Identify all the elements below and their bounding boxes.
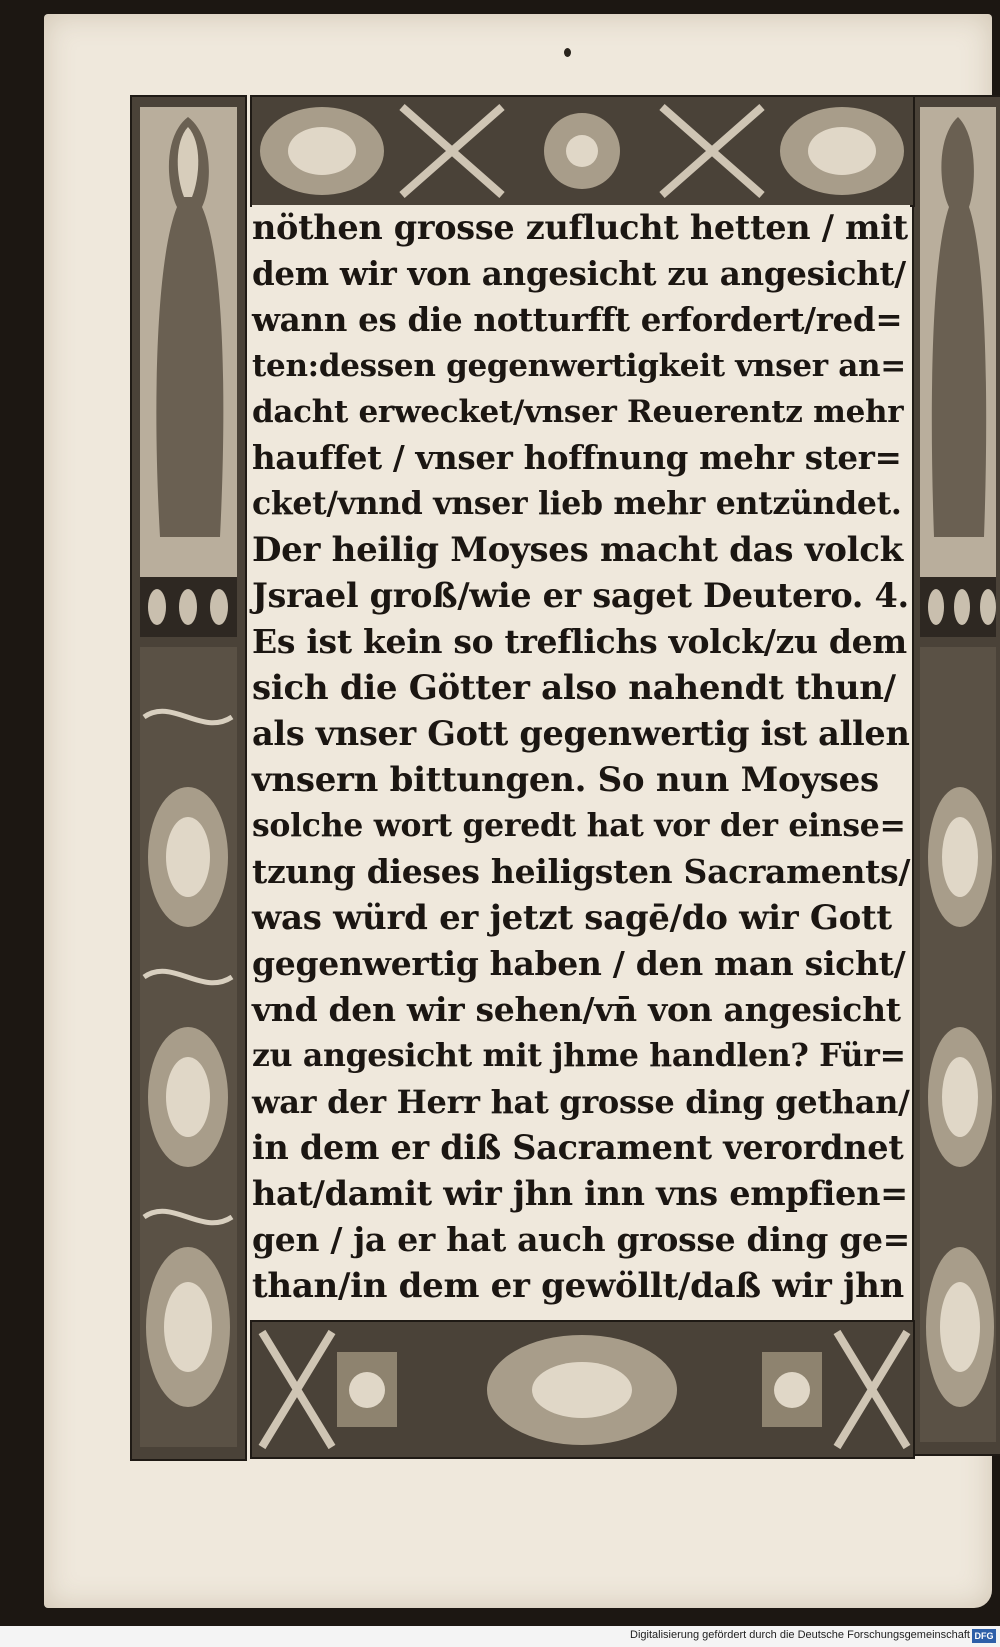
text-line: gegenwertig haben / den man sicht/ [252,944,906,983]
text-line: cket/vnnd vnser lieb mehr entzündet. [252,485,902,522]
text-line: Jsrael groß/wie er saget Deutero. 4. [252,576,909,615]
text-line: vnsern bittungen. So nun Moyses [252,760,879,800]
woodcut-border-top [250,95,915,207]
digitization-footer [0,1626,1000,1647]
text-line: sich die Götter also nahendt thun/ [252,668,896,708]
text-line: hauffet / vnser hoffnung mehr ster= [252,438,902,477]
text-line: vnd den wir sehen/vn̄ von angesicht [252,990,901,1029]
dfg-logo-icon: DFG [972,1629,996,1643]
woodcut-border-left [130,95,247,1461]
woodcut-border-right [912,95,1000,1456]
text-line: was würd er jetzt sagē/do wir Gott [252,898,892,938]
text-block [252,205,910,1317]
text-line: zu angesicht mit jhme handlen? Für= [252,1037,906,1074]
text-line: Der heilig Moyses macht das volck [252,530,903,570]
footer-credit: Digitalisierung gefördert durch die Deutsche Forschungsgemeinschaft [630,1629,970,1641]
woodcut-border-bottom [250,1320,915,1459]
text-line: gen / ja er hat auch grosse ding ge= [252,1220,911,1259]
ink-mark-top [564,48,571,57]
text-line: dem wir von angesicht zu angesicht/ [252,254,906,293]
text-line: tzung dieses heiligsten Sacraments/ [252,852,911,891]
text-line: als vnser Gott gegenwertig ist allen [252,714,910,753]
text-line: nöthen grosse zuflucht hetten / mit [252,208,908,247]
text-line: wann es die notturfft erfordert/red= [252,300,903,339]
text-line: Es ist kein so treflichs volck/zu dem [252,622,907,661]
text-line: ten:dessen gegenwertigkeit vnser an= [252,348,906,384]
text-line: hat/damit wir jhn inn vns empfien= [252,1174,908,1213]
text-line: in dem er diß Sacrament verordnet [252,1128,904,1167]
text-line: solche wort geredt hat vor der einse= [252,807,906,844]
text-line: than/in dem er gewöllt/daß wir jhn [252,1266,904,1306]
text-line: war der Herr hat grosse ding gethan/ [252,1083,910,1121]
text-line: dacht erwecket/vnser Reuerentz mehr [252,394,904,430]
